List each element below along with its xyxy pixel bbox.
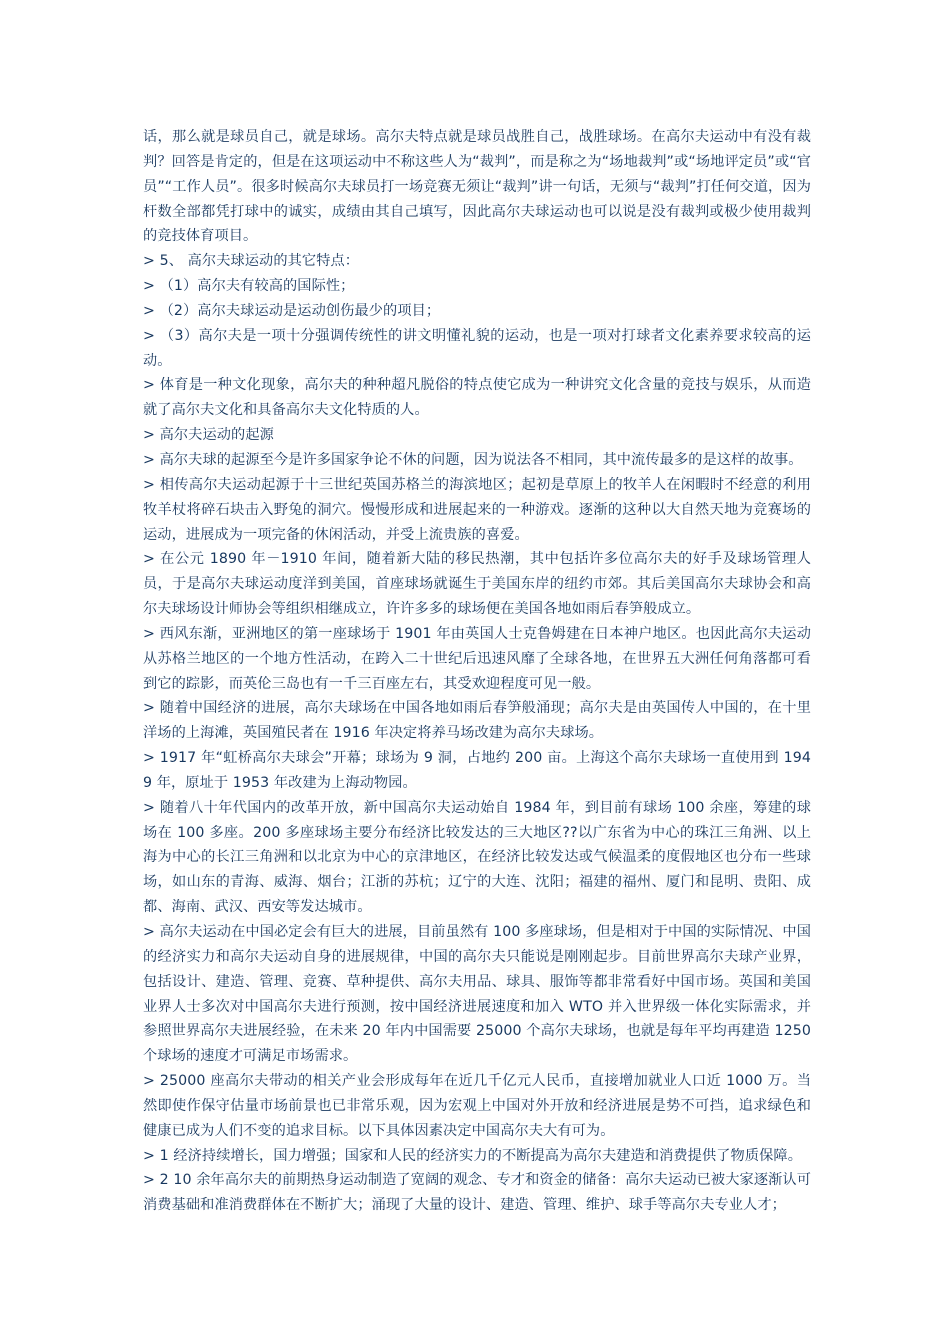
paragraph-origin-scotland: > 相传高尔夫运动起源于十三世纪英国苏格兰的海滨地区；起初是草原上的牧羊人在闲暇时不经意的利用牧羊杖将碎石块击入野兔的洞穴。慢慢形成和进展起来的一种游戏。逐渐的这种以大自然天地为竞赛场的运动，进展成为一项完备的休闲活动，并受上流贵族的喜爱。 — [143, 476, 811, 543]
paragraph-heading-other-features: > 5、 高尔夫球运动的其它特点： — [143, 253, 360, 270]
paragraph-feature-3: > （3）高尔夫是一项十分强调传统性的讲文明懂礼貌的运动，也是一项对打球者文化素养要求较高的运动。 — [143, 327, 811, 369]
paragraph-feature-1: > （1）高尔夫有较高的国际性； — [143, 278, 355, 295]
paragraph-china-shanghai: > 随着中国经济的进展，高尔夫球场在中国各地如雨后春笋般涌现；高尔夫是由英国传人中国的，在十里洋场的上海滩，英国殖民者在 1916 年决定将养马场改建为高尔夫球场。 — [143, 700, 811, 742]
paragraph-feature-2: > （2）高尔夫球运动是运动创伤最少的项目； — [143, 302, 441, 319]
paragraph-heading-origin: > 高尔夫运动的起源 — [143, 427, 274, 444]
paragraph-factor-1: > 1 经济持续增长，国力增强；国家和人民的经济实力的不断提高为高尔夫建造和消费提供了物质保障。 — [143, 1147, 802, 1164]
paragraph-factor-2: > 2 10 余年高尔夫的前期热身运动制造了宽阔的观念、专才和资金的储备：高尔夫运动已被大家逐渐认可消费基础和准消费群体在不断扩大；涌现了大量的设计、建造、管理、维护、球手等高尔夫专业人才； — [143, 1172, 811, 1214]
paragraph-industry-impact: > 25000 座高尔夫带动的相关产业会形成每年在近几千亿元人民币，直接增加就业人口近 1000 万。当然即使作保守估量市场前景也已非常乐观，因为宏观上中国对外开放和经济进展是势不可挡，追求绿色和健康已成为人们不变的追求目标。以下具体因素决定中国高尔夫大有可为。 — [143, 1073, 811, 1139]
paragraph-culture: > 体育是一种文化现象，高尔夫的种种超凡脱俗的特点使它成为一种讲究文化含量的竞技与娱乐，从而造就了高尔夫文化和具备高尔夫文化特质的人。 — [143, 377, 811, 419]
paragraph-hongqiao: > 1917 年“虹桥高尔夫球会”开幕；球场为 9 洞，占地约 200 亩。上海这个高尔夫球场一直使用到 1949 年，原址于 1953 年改建为上海动物园。 — [143, 750, 811, 791]
paragraph-america: > 在公元 1890 年－1910 年间，随着新大陆的移民热潮，其中包括许多位高尔夫的好手及球场管理人员，于是高尔夫球运动度洋到美国，首座球场就诞生于美国东岸的纽约市郊。其后美国高尔夫球协会和高尔夫球场设计师协会等组织相继成立，许许多多的球场便在美国各地如雨后春笋般成立。 — [143, 551, 811, 618]
paragraph-origin-debate: > 高尔夫球的起源至今是许多国家争论不休的问题，因为说法各不相同，其中流传最多的是这样的故事。 — [143, 451, 803, 468]
paragraph-future-growth: > 高尔夫运动在中国必定会有巨大的进展，目前虽然有 100 多座球场，但是相对于中国的实际情况、中国的经济实力和高尔夫运动自身的进展规律，中国的高尔夫只能说是刚刚起步。目前世界高尔夫球产业界，包括设计、建造、管理、竞赛、草种提供、高尔夫用品、球具、服饰等都非常看好中国市场。英国和美国业界人士多次对中国高尔夫进行预测，按中国经济进展速度和加入 WTO 并入世界级一体化实际需求，并参照世界高尔夫进展经验，在未来 20 年内中国需要 25000 个高尔夫球场，也就是每年平均再建造 1250 个球场的速度才可满足市场需求。 — [143, 924, 811, 1065]
paragraph-reform-era: > 随着八十年代国内的改革开放，新中国高尔夫运动始自 1984 年，到目前有球场 100 余座，筹建的球场在 100 多座。200 多座球场主要分布经济比较发达的三大地区??以广东省为中心的珠江三角洲、以上海为中心的长江三角洲和以北京为中心的京津地区，在经济比较发达或气候温柔的度假地区也分布一些球场，如山东的青海、威海、烟台；江浙的苏杭；辽宁的大连、沈阳；福建的福州、厦门和昆明、贵阳、成都、海南、武汉、西安等发达城市。 — [143, 799, 811, 916]
paragraph-asia: > 西风东渐，亚洲地区的第一座球场于 1901 年由英国人士克鲁姆建在日本神户地区。也因此高尔夫运动从苏格兰地区的一个地方性活动，在跨入二十世纪后迅速风靡了全球各地，在世界五大洲任何角落都可看到它的踪影，而英伦三岛也有一千三百座左右，其受欢迎程度可见一般。 — [143, 625, 811, 692]
paragraph-referee-intro: 话，那么就是球员自己，就是球场。高尔夫特点就是球员战胜自己，战胜球场。在高尔夫运动中有没有裁判？回答是肯定的，但是在这项运动中不称这些人为“裁判”，而是称之为“场地裁判”或“场地评定员”或“官员”“工作人员”。很多时候高尔夫球员打一场竞赛无须让“裁判”讲一句话，无须与“裁判”打任何交道，因为杆数全部都凭打球中的诚实，成绩由其自己填写，因此高尔夫球运动也可以说是没有裁判或极少使用裁判的竞技体育项目。 — [143, 129, 811, 245]
document-body — [143, 125, 811, 1218]
